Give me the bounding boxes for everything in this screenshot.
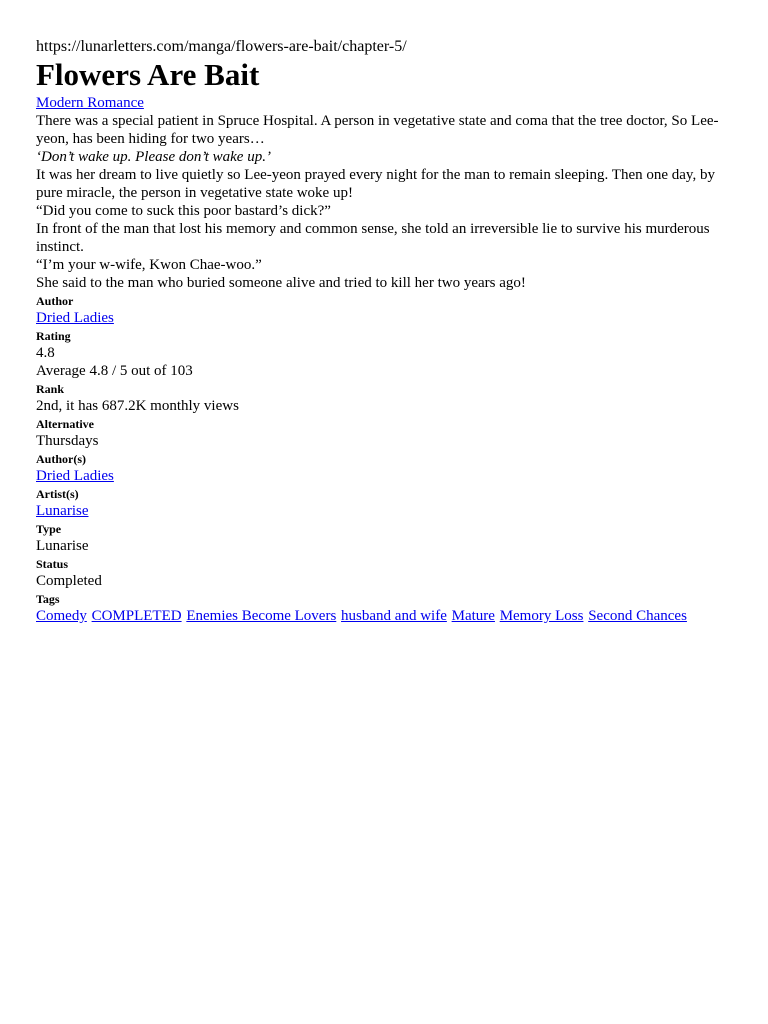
synopsis-paragraph: There was a special patient in Spruce Hospital. A person in vegetative state and coma that the tree doctor, So Lee-yeon, has been hiding for two years… xyxy=(36,113,719,147)
rating-value: 4.8 xyxy=(36,345,55,361)
tag-list xyxy=(36,607,732,625)
authors-label: Author(s) xyxy=(36,452,86,466)
authors-link[interactable]: Dried Ladies xyxy=(36,468,114,484)
synopsis-paragraph: “Did you come to suck this poor bastard’s dick?” xyxy=(36,203,331,219)
page-title: Flowers Are Bait xyxy=(36,57,260,92)
artists-label: Artist(s) xyxy=(36,487,79,501)
artists-link[interactable]: Lunarise xyxy=(36,503,89,519)
manga-page xyxy=(36,38,732,625)
tag-link[interactable]: COMPLETED xyxy=(91,608,182,624)
synopsis xyxy=(36,112,732,292)
status-label: Status xyxy=(36,557,69,571)
tag-link[interactable]: Mature xyxy=(451,608,495,624)
synopsis-paragraph: She said to the man who buried someone alive and tried to kill her two years ago! xyxy=(36,275,526,291)
tag-link[interactable]: Comedy xyxy=(36,608,87,624)
manga-info xyxy=(36,294,732,625)
author-link[interactable]: Dried Ladies xyxy=(36,310,114,326)
tag-link[interactable]: Enemies Become Lovers xyxy=(186,608,337,624)
rating-label: Rating xyxy=(36,329,71,343)
page-url: https://lunarletters.com/manga/flowers-are-bait/chapter-5/ xyxy=(36,38,407,55)
tag-link[interactable]: Memory Loss xyxy=(499,608,584,624)
synopsis-paragraph: In front of the man that lost his memory and common sense, she told an irreversible lie to survive his murderous instinct. xyxy=(36,221,710,255)
rank-value: 2nd, it has 687.2K monthly views xyxy=(36,398,239,414)
tag-link[interactable]: Second Chances xyxy=(588,608,687,624)
synopsis-paragraph: ‘Don’t wake up. Please don’t wake up.’ xyxy=(36,149,271,165)
synopsis-paragraph: It was her dream to live quietly so Lee-yeon prayed every night for the man to remain sleeping. Then one day, by pure miracle, the person in vegetative state woke up! xyxy=(36,167,715,201)
genre-link[interactable]: Modern Romance xyxy=(36,95,144,111)
type-label: Type xyxy=(36,522,62,536)
rating-average: Average 4.8 / 5 out of 103 xyxy=(36,363,193,379)
synopsis-paragraph: “I’m your w-wife, Kwon Chae-woo.” xyxy=(36,257,262,273)
type-value: Lunarise xyxy=(36,538,89,554)
tag-link[interactable]: husband and wife xyxy=(341,608,447,624)
alternative-label: Alternative xyxy=(36,417,94,431)
author-label: Author xyxy=(36,294,74,308)
status-value: Completed xyxy=(36,573,102,589)
tags-label: Tags xyxy=(36,592,60,606)
rank-label: Rank xyxy=(36,382,65,396)
alternative-value: Thursdays xyxy=(36,433,99,449)
